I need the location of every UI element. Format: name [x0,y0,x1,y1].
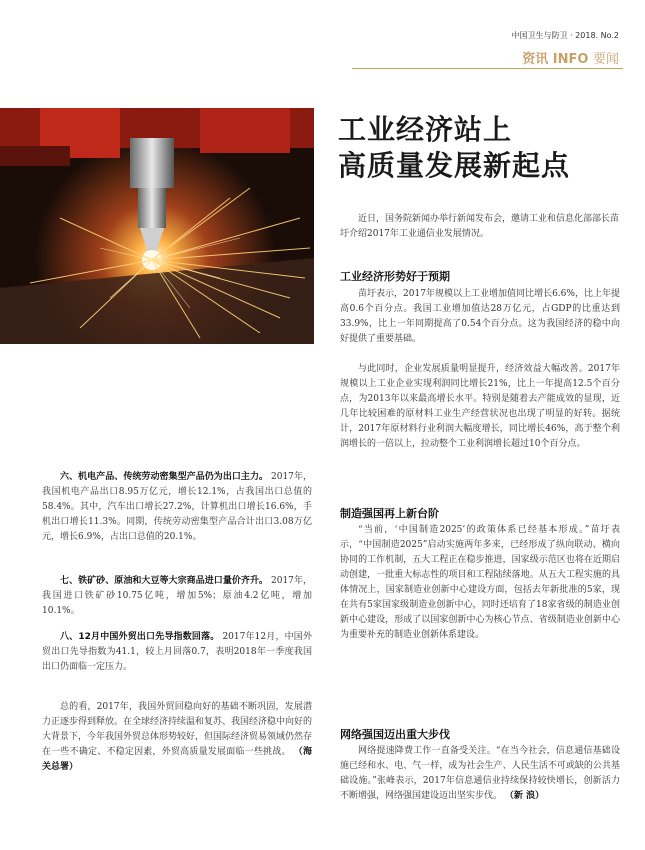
body-electromechanical: 2017年，我国机电产品出口8.95万亿元，增长12.1%，占我国出口总值的58.4%。其中，汽车出口增长27.2%，计算机出口增长16.6%，手机出口增长11.3%。同期，传统劳动密集型产品合计出口3.08万亿元，增长6.9%，占出口总值的20.1%。 [42,472,312,542]
paragraph-economy-2: 与此同时，企业发展质量明显提升，经济效益大幅改善。2017年规模以上工业企业实现利润同比增长21%，比上一年提高12.5个百分点，为2013年以来最高增长水平。特别是随着去产能成效的显现，近几年比较困难的原材料工业生产经营状况也出现了明显的好转。据统计，2017年原材料行业利润大幅度增长，同比增长46%，高于整个利润增长的一倍以上，拉动整个工业利润增长超过10个百分点。 [340,364,620,449]
title-line-2: 高质量发展新起点 [338,149,571,182]
section-label-sub: 要闻 [592,52,619,67]
network-body: 网络提速降费工作一直备受关注。“在当今社会，信息通信基础设施已经和水、电、气一样，成为社会生产、人民生活不可或缺的公共基础设施。”张峰表示，2017年信息通信业持续保持较快增长，创新活力不断增强，网络强国建设迈出坚实步伐。 [340,746,620,801]
heading-commodities: 七、铁矿砂、原油和大豆等大宗商品进口量价齐升。 [60,576,269,586]
heading-export-index: 八、12月中国外贸出口先导指数回落。 [60,632,220,642]
body-summary: 总的看，2017年，我国外贸回稳向好的基础不断巩固，发展潜力正逐步得到释放。在全球经济持续温和复苏、我国经济稳中向好的大背景下，今年我国外贸总体形势较好，但国际经济贸易领域仍然存在一些不确定、不稳定因素，外贸高质量发展面临一些挑战。 [42,702,313,757]
source-customs: （海关总署） [42,747,312,772]
body-export-index: 2017年12月，中国外贸出口先导指数为41.1，较上月回落0.7，表明2018年一季度我国出口仍面临一定压力。 [42,632,312,672]
source-sina: （新 浪） [504,791,545,801]
heading-electromechanical: 六、机电产品、传统劳动密集型产品仍为出口主力。 [60,472,269,482]
article-lead: 近日，国务院新闻办举行新闻发布会，邀请工业和信息化部部长苗圩介绍2017年工业通信业发展情况。 [340,214,620,239]
laser-cutting-photo [0,108,314,344]
article-title [338,112,628,184]
section-heading-economy: 工业经济形势好于预期 [340,270,450,283]
paragraph-electromechanical [42,470,312,545]
paragraph-summary [42,700,312,775]
section-heading-network: 网络强国迈出重大步伐 [340,728,450,741]
section-label-cn: 资讯 [522,52,549,67]
body-commodities: 2017年，我国进口铁矿砂10.75亿吨，增加5%；原油4.2亿吨，增加10.1%。 [42,576,312,616]
paragraph-export-index [42,630,312,675]
journal-issue: 中国卫生与防卫 · 2018. No.2 [511,31,619,40]
header-divider [352,68,623,69]
paragraph-manufacturing: “当前，‘中国制造2025’的政策体系已经基本形成。”苗圩表示，“中国制造2025”启动实施两年多来，已经形成了纵向联动、横向协同的工作机制，五大工程正在稳步推进，国家级示范区也将在近期启动创建，一批重大标志性的项目和工程陆续落地。从五大工程实施的具体情况上，国家制造业创新中心建设方面，包括去年新批准的5家，现在共有5家国家级制造业创新中心，同时还培育了18家省级的制造业创新中心建设，形成了以国家创新中心为核心节点、省级制造业创新中心为重要补充的制造业创新体系建设。 [340,525,620,640]
section-heading-manufacturing: 制造强国再上新台阶 [340,507,439,520]
paragraph-commodities [42,574,312,619]
section-label-en: INFO [552,52,589,67]
title-line-1: 工业经济站上 [338,113,513,146]
paragraph-economy-1: 苗圩表示，2017年规模以上工业增加值同比增长6.6%，比上年提高0.6个百分点。我国工业增加值达28万亿元，占GDP的比重达到33.9%，比上一年同期提高了0.54个百分点。这为我国经济的稳中向好提供了重要基础。 [340,289,620,344]
paragraph-network [340,744,620,804]
section-tag [522,48,619,67]
